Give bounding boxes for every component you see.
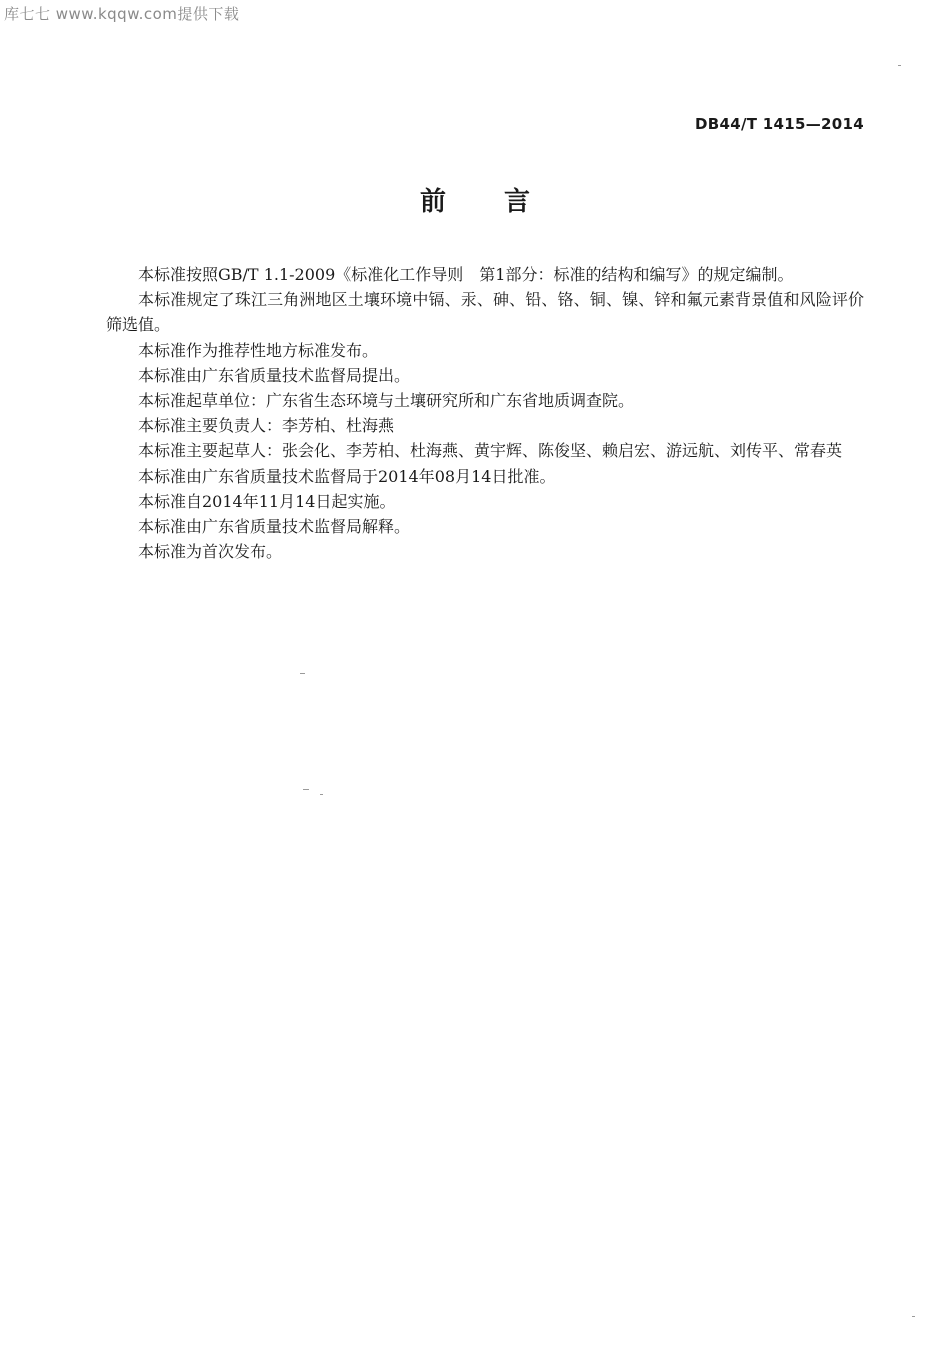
paragraph-scope: 本标准规定了珠江三角洲地区土壤环境中镉、汞、砷、铅、铬、铜、镍、锌和氟元素背景值和风险评价筛选值。 xyxy=(106,290,864,335)
paragraph-drafting-units: 本标准起草单位：广东省生态环境与土壤研究所和广东省地质调查院。 xyxy=(138,391,635,411)
paragraph-approval: 本标准由广东省质量技术监督局于2014年08月14日批准。 xyxy=(138,466,556,486)
scan-speck xyxy=(303,789,309,790)
page-title: 前言 xyxy=(419,187,588,217)
paragraph-drafters: 本标准主要起草人：张会化、李芳柏、杜海燕、黄宇辉、陈俊坚、赖启宏、游远航、刘传平、常春英 xyxy=(138,441,843,461)
document-code: DB44/T 1415—2014 xyxy=(695,115,864,133)
paragraph-drafting-rules: 本标准按照GB/T 1.1-2009《标准化工作导则 第1部分：标准的结构和编写》的规定编制。 xyxy=(138,265,794,284)
scan-speck xyxy=(912,1316,915,1317)
paragraph-interpretation: 本标准由广东省质量技术监督局解释。 xyxy=(138,517,411,537)
paragraph-responsible-persons: 本标准主要负责人：李芳柏、杜海燕 xyxy=(138,416,395,436)
foreword-body xyxy=(106,262,864,564)
scan-speck xyxy=(320,794,323,795)
scan-speck xyxy=(300,673,305,674)
paragraph-first-release: 本标准为首次发布。 xyxy=(138,542,283,562)
scan-speck xyxy=(898,65,901,66)
paragraph-proposer: 本标准由广东省质量技术监督局提出。 xyxy=(138,365,411,385)
watermark-text: 库七七 www.kqqw.com提供下载 xyxy=(4,5,240,23)
paragraph-standard-type: 本标准作为推荐性地方标准发布。 xyxy=(138,340,379,360)
paragraph-implementation: 本标准自2014年11月14日起实施。 xyxy=(138,491,396,511)
